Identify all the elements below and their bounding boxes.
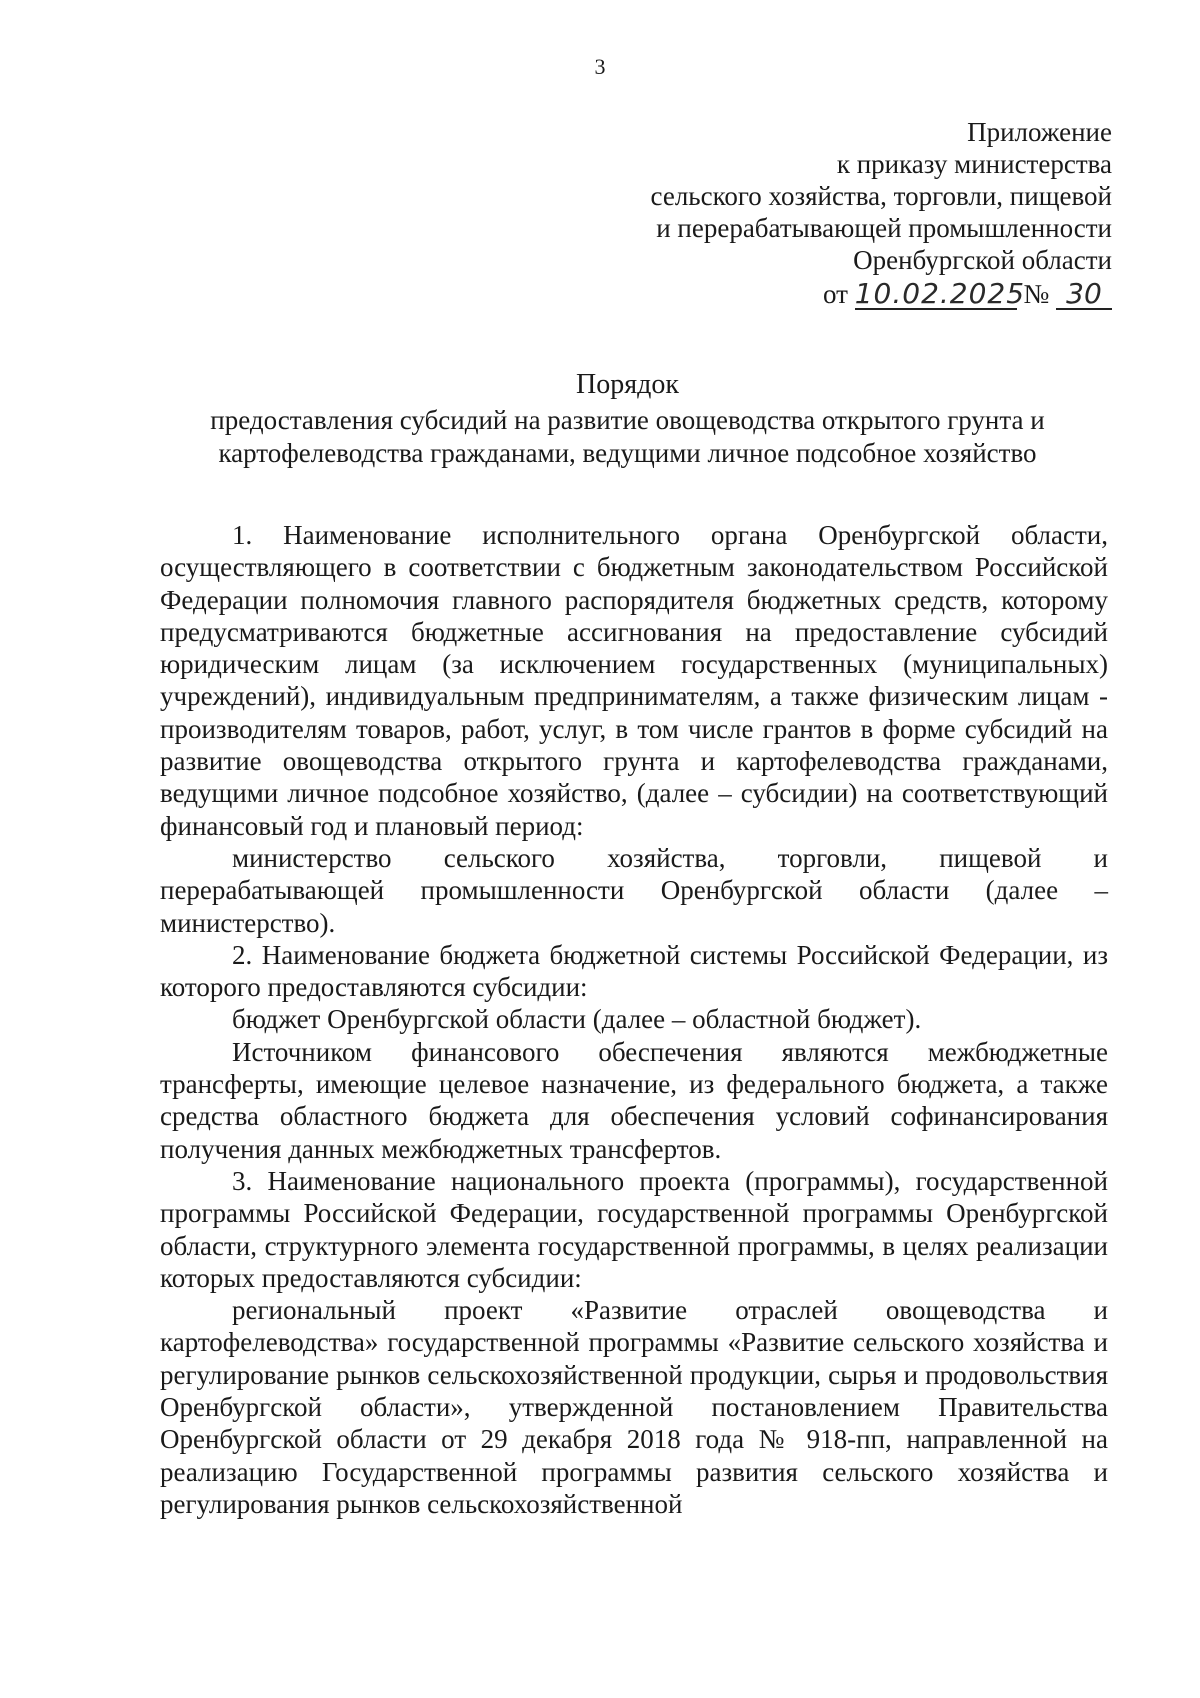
paragraph: региональный проект «Развитие отраслей овощеводства и картофелеводства» государственной программы «Развитие сельского хозяйства и регулирование рынков сельскохозяйственной продукции, сырья и продовольствия Оренбургской области», утвержденной постановлением Правительства Оренбургской области от 29 декабря 2018 года № 918-пп, направленной на реализацию Государственной программы развития сельского хозяйства и регулирования рынков сельскохозяйственной [160, 1295, 1108, 1519]
appendix-header [492, 116, 1112, 310]
paragraph: 3. Наименование национального проекта (программы), государственной программы Российской Федерации, государственной программы Оренбургской области, структурного элемента государственной программы, в целях реализации которых предоставляются субсидии: [160, 1165, 1108, 1293]
document-body [160, 519, 1108, 1520]
title-line: Порядок [576, 369, 679, 400]
appendix-line: Оренбургской области [853, 245, 1112, 275]
paragraph: 2. Наименование бюджета бюджетной системы Российской Федерации, из которого предоставляются субсидии: [160, 939, 1108, 1003]
from-label: от [823, 279, 848, 309]
appendix-line: и перерабатывающей промышленности [656, 213, 1112, 243]
page-number: 3 [594, 54, 606, 79]
paragraph: бюджет Оренбургской области (далее – областной бюджет). [232, 1004, 922, 1035]
handwritten-date: 10.02.2025 [854, 277, 1026, 310]
handwritten-number: 30 [1056, 280, 1112, 310]
document-title [150, 368, 1105, 470]
paragraph: министерство сельского хозяйства, торговли, пищевой и перерабатывающей промышленности Оренбургской области (далее – министерство). [160, 842, 1108, 938]
paragraph: Источником финансового обеспечения являются межбюджетные трансферты, имеющие целевое назначение, из федерального бюджета, а также средства областного бюджета для обеспечения условий софинансирования получения данных межбюджетных трансфертов. [160, 1036, 1108, 1164]
order-date-number-line [492, 278, 1112, 310]
title-line: предоставления субсидий на развитие овощеводства открытого грунта и [210, 405, 1045, 435]
appendix-line: сельского хозяйства, торговли, пищевой [650, 181, 1112, 211]
appendix-line: Приложение [967, 117, 1112, 147]
appendix-line: к приказу министерства [836, 149, 1112, 179]
number-label: № [1023, 279, 1050, 309]
title-line: картофелеводства гражданами, ведущими личное подсобное хозяйство [218, 438, 1037, 468]
paragraph: 1. Наименование исполнительного органа Оренбургской области, осуществляющего в соответствии с бюджетным законодательством Российской Федерации полномочия главного распорядителя бюджетных средств, которому предусматриваются бюджетные ассигнования на предоставление субсидий юридическим лицам (за исключением государственных (муниципальных) учреждений), индивидуальным предпринимателям, а также физическим лицам - производителям товаров, работ, услуг, в том числе грантов в форме субсидий на развитие овощеводства открытого грунта и картофелеводства гражданами, ведущими личное подсобное хозяйство, (далее – субсидии) на соответствующий финансовый год и плановый период: [160, 520, 1108, 841]
